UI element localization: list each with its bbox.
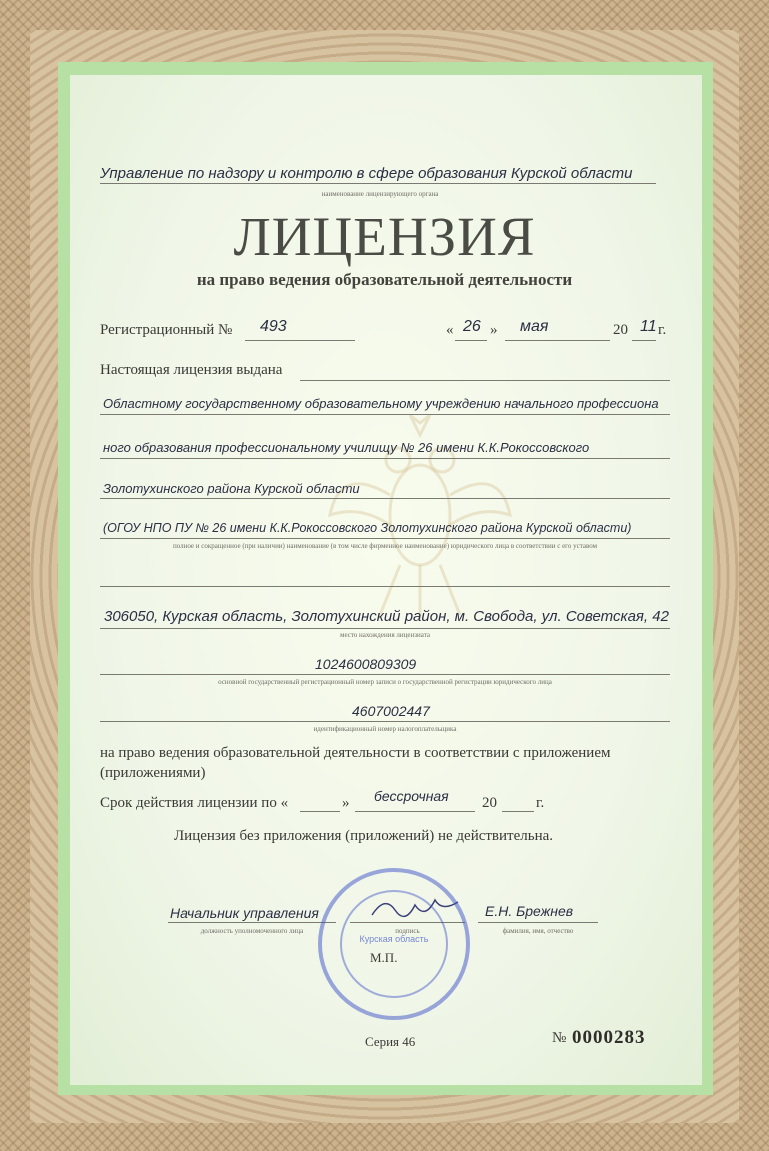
series-label: Серия 46 (365, 1034, 416, 1049)
signature-caption: подпись (395, 927, 420, 935)
registration-month: мая (520, 318, 549, 335)
org-underline-1 (100, 414, 670, 415)
day-line (455, 340, 487, 341)
form-number: 0000283 (572, 1027, 646, 1048)
inn-value: 4607002447 (352, 703, 430, 719)
signer-name-caption: фамилия, имя, отчество (502, 927, 574, 935)
address-caption: место нахождения лицензиата (340, 631, 430, 639)
registration-year: 11 (640, 318, 657, 335)
signer-name-line (478, 922, 598, 923)
year-suffix: г. (658, 322, 667, 338)
number-label: № (552, 1030, 567, 1046)
ogrn-line (100, 674, 670, 675)
ogrn-caption: основной государственный регистрационный номер записи о государственной регистрации юридического лица (218, 678, 552, 686)
validity-label: Срок действия лицензии по « (100, 795, 289, 811)
document-subtitle: на право ведения образовательной деятельности (196, 270, 573, 289)
signer-position: Начальник управления (170, 905, 319, 921)
authority-caption: наименование лицензирующего органа (321, 190, 439, 198)
month-line (505, 340, 610, 341)
rights-text-line-2: (приложениями) (100, 765, 206, 781)
year-prefix: 20 (613, 322, 628, 338)
seal-inner-ring (340, 890, 448, 998)
issued-to-label: Настоящая лицензия выдана (100, 362, 283, 378)
double-headed-eagle-watermark-icon (320, 405, 520, 625)
org-line-4: (ОГОУ НПО ПУ № 26 имени К.К.Рокоссовского Золотухинского района Курской области) (103, 521, 632, 535)
inn-caption: идентификационный номер налогоплательщика (313, 725, 457, 733)
validity-close-quote: » (342, 795, 350, 811)
official-seal (318, 868, 470, 1020)
org-caption: полное и сокращенное (при наличии) наименование (в том числе фирменное наименование) юридического лица в соответствии с его уставом (172, 542, 598, 550)
authority-name: Управление по надзору и контролю в сфере образования Курской области (100, 165, 633, 182)
validity-month-line (355, 811, 475, 812)
registration-day: 26 (463, 318, 481, 335)
document-title: ЛИЦЕНЗИЯ (233, 206, 536, 267)
date-close-quote: » (490, 322, 498, 338)
org-line-2: ного образования профессиональному училищу № 26 имени К.К.Рокоссовского (103, 440, 590, 455)
stamp-place-mp: М.П. (370, 950, 398, 965)
registration-label: Регистрационный № (100, 322, 233, 338)
validity-year-suffix: г. (536, 795, 545, 811)
org-underline-3 (100, 498, 670, 499)
registration-number: 493 (260, 318, 287, 335)
inn-line (100, 721, 670, 722)
licensee-address: 306050, Курская область, Золотухинский район, м. Свобода, ул. Советская, 42 (104, 608, 669, 625)
blank-line (100, 586, 670, 587)
ogrn-value: 1024600809309 (315, 656, 417, 672)
signer-name: Е.Н. Брежнев (485, 903, 574, 919)
org-underline-2 (100, 458, 670, 459)
validity-day-line (300, 811, 340, 812)
authority-line (100, 183, 656, 184)
rights-text-line-1: на право ведения образовательной деятельности в соответствии с приложением (100, 745, 611, 761)
validity-year-prefix: 20 (482, 795, 497, 811)
seal-text: Курская область (359, 934, 429, 944)
registration-number-line (245, 340, 355, 341)
validity-year-line (502, 811, 534, 812)
date-open-quote: « (446, 322, 454, 338)
validity-note: Лицензия без приложения (приложений) не действительна. (174, 828, 554, 844)
org-line-1: Областному государственному образовательному учреждению начального профессиона (103, 396, 659, 411)
signer-position-line (168, 922, 336, 923)
org-line-3: Золотухинского района Курской области (103, 481, 360, 496)
address-line (100, 628, 670, 629)
year-line (632, 340, 656, 341)
issued-to-line (300, 380, 670, 381)
org-underline-4 (100, 538, 670, 539)
validity-value: бессрочная (374, 788, 449, 804)
signer-position-caption: должность уполномоченного лица (200, 927, 304, 935)
